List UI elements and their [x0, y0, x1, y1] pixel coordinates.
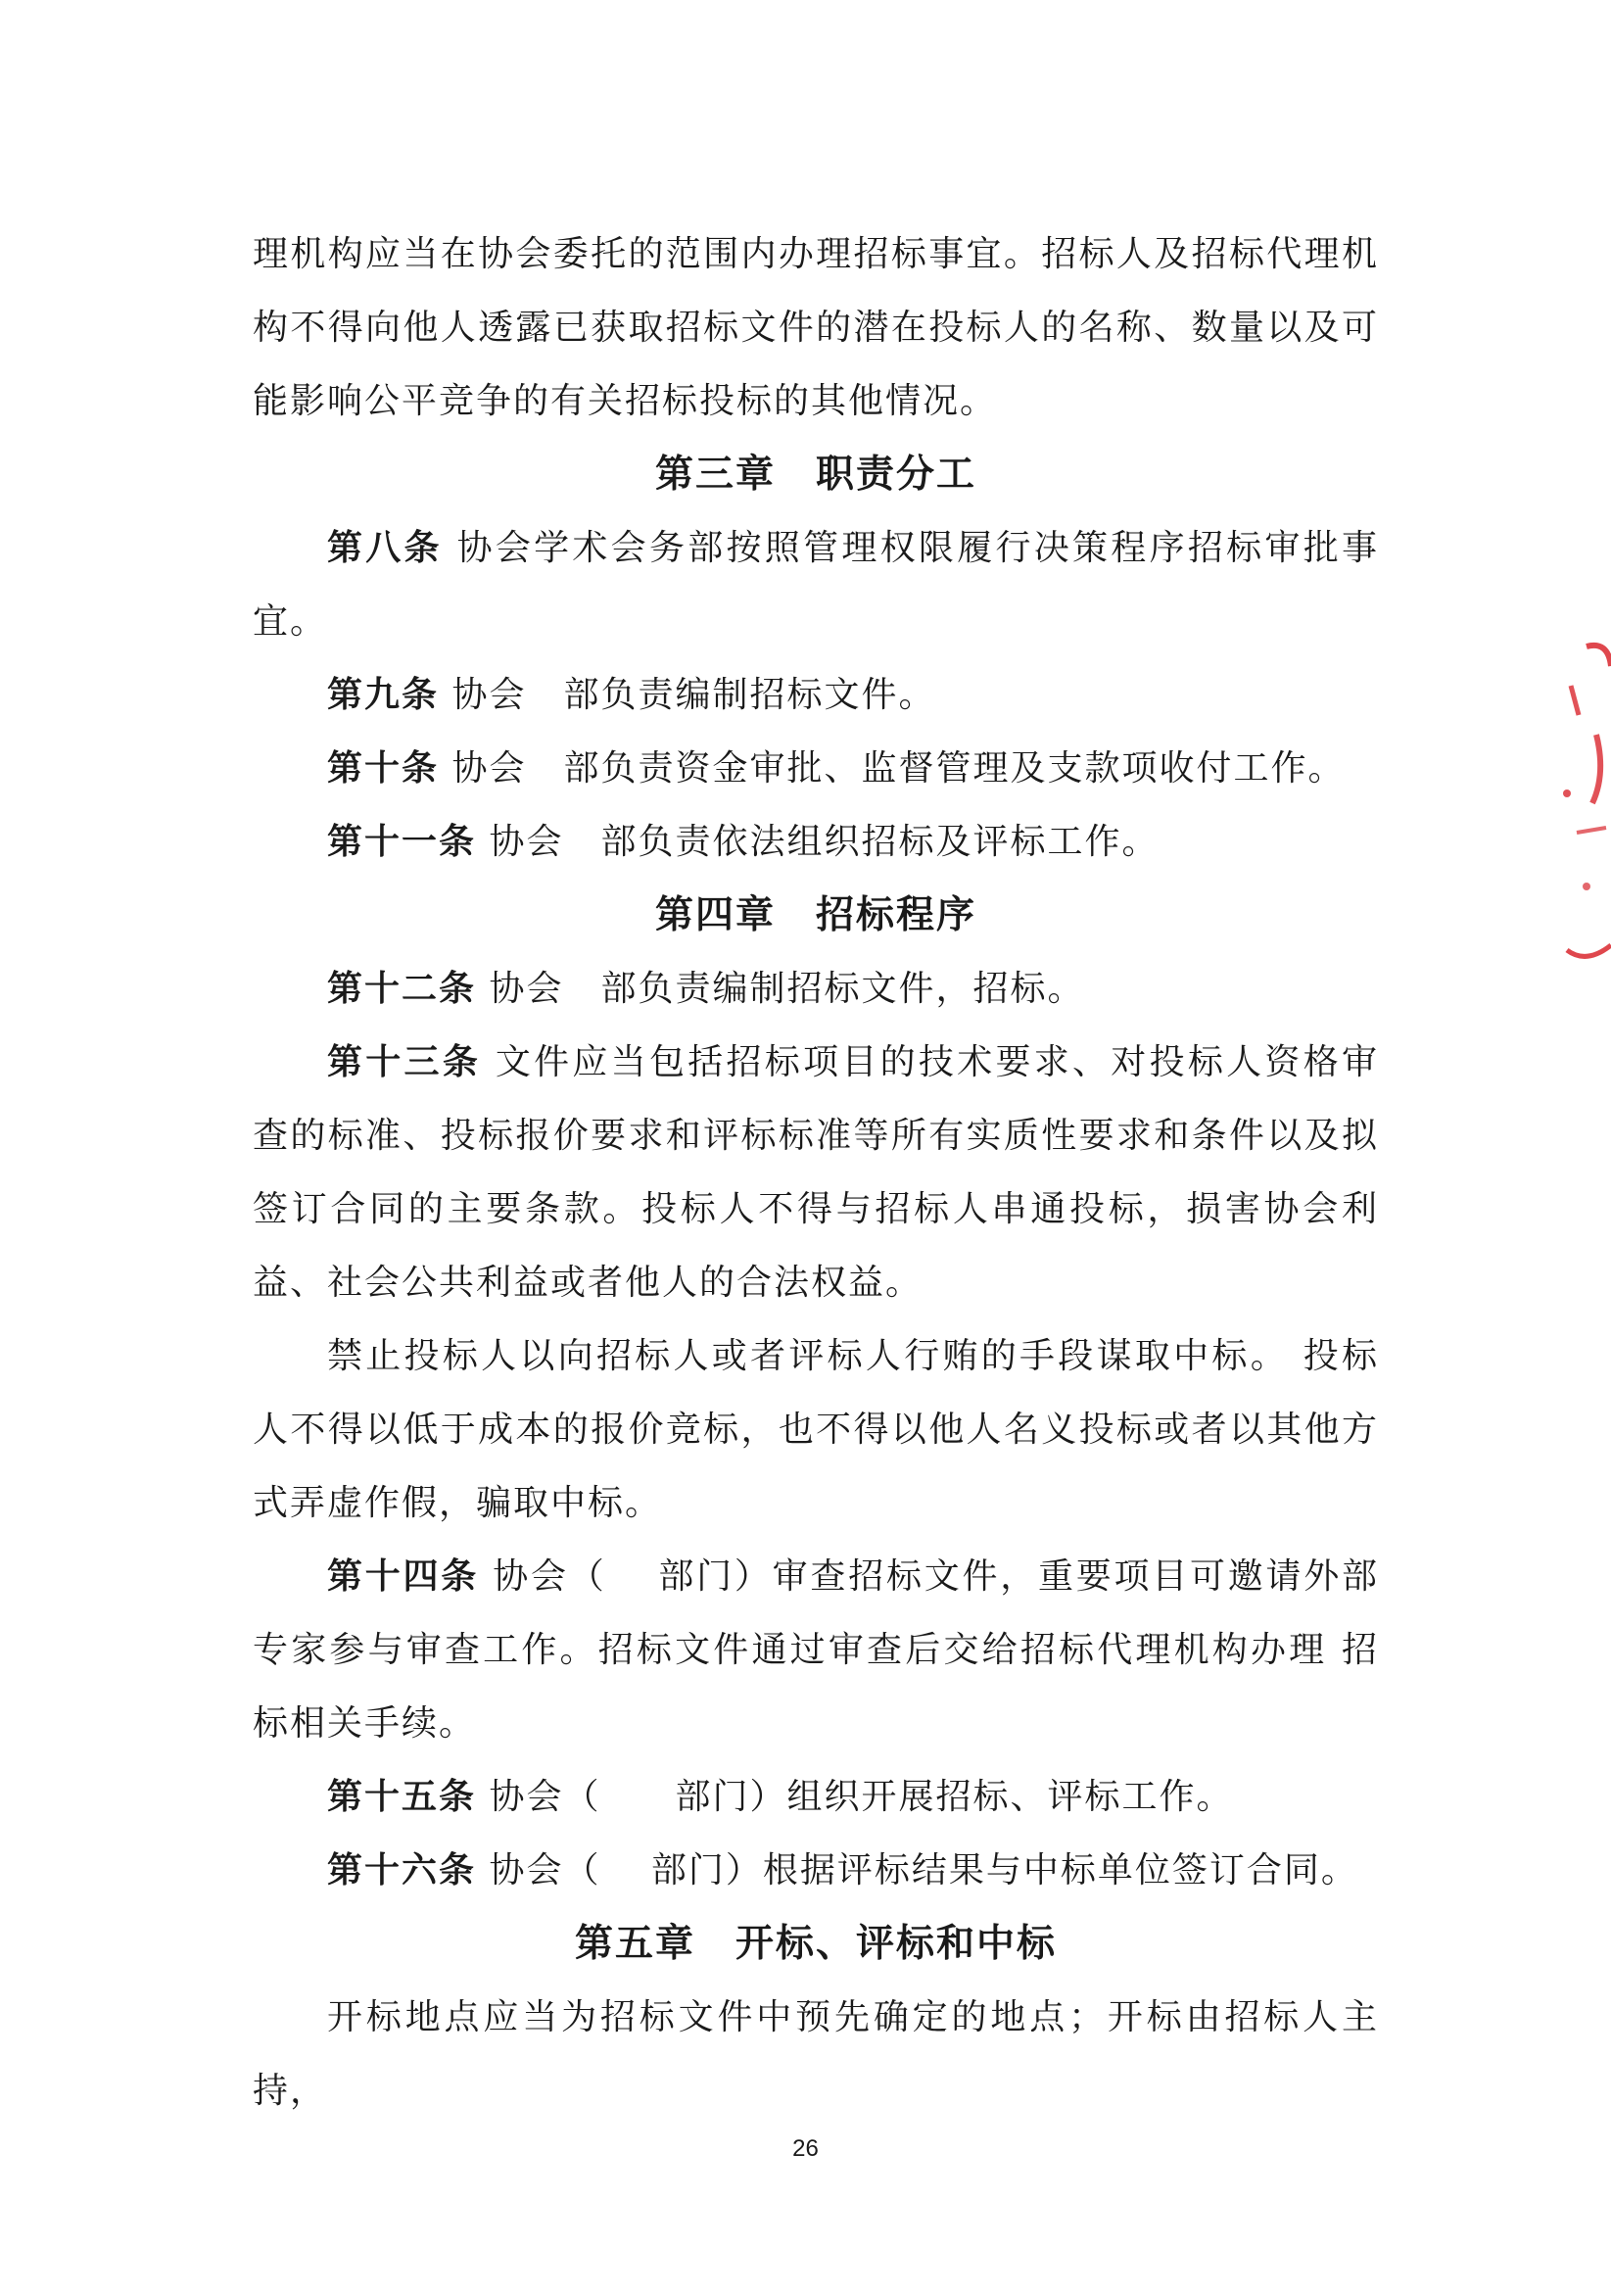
article-label: 第十条	[327, 748, 440, 789]
article-label: 第十三条	[327, 1042, 482, 1082]
article-text: 协会 部负责依法组织招标及评标工作。	[476, 822, 1160, 862]
article-label: 第十四条	[327, 1556, 480, 1597]
article-label: 第八条	[327, 528, 443, 568]
paragraph-bid-opening: 开标地点应当为招标文件中预先确定的地点；开标由招标人主持，	[253, 1997, 1379, 2111]
red-seal-fragment-icon	[1557, 627, 1611, 1003]
article-text: 协会 部负责资金审批、监督管理及支款项收付工作。	[439, 748, 1346, 789]
article-16	[253, 1834, 1379, 1907]
article-text: 协会学术会务部按照管理权限履行决策程序招标审批事宜。	[253, 528, 1379, 642]
article-label: 第十一条	[327, 822, 477, 862]
article-text: 协会（ 部门）根据评标结果与中标单位签订合同。	[476, 1850, 1358, 1890]
article-text: 协会 部负责编制招标文件。	[439, 675, 936, 715]
article-13	[253, 1026, 1379, 1319]
article-11	[253, 805, 1379, 879]
article-text: 协会 部负责编制招标文件，招标。	[476, 969, 1085, 1009]
article-label: 第十五条	[327, 1777, 477, 1817]
article-label: 第十二条	[327, 969, 477, 1009]
article-10	[253, 732, 1379, 805]
article-8	[253, 511, 1379, 658]
article-label: 第十六条	[327, 1850, 477, 1890]
paragraph-continued: 理机构应当在协会委托的范围内办理招标事宜。招标人及招标代理机构不得向他人透露已获取招标文件的潜在投标人的名称、数量以及可能影响公平竞争的有关招标投标的其他情况。	[253, 234, 1379, 421]
article-14	[253, 1540, 1379, 1760]
article-text: 文件应当包括招标项目的技术要求、对投标人资格审查的标准、投标报价要求和评标标准等所有实质性要求和条件以及拟签订合同的主要条款。投标人不得与招标人串通投标，损害协会利益、社会公共利益或者他人的合法权益。	[253, 1042, 1379, 1303]
chapter-heading-3: 第三章 职责分工	[654, 453, 976, 497]
article-label: 第九条	[327, 675, 440, 715]
article-15	[253, 1760, 1379, 1834]
paragraph-bribery: 禁止投标人以向招标人或者评标人行贿的手段谋取中标。 投标人不得以低于成本的报价竞标，也不得以他人名义投标或者以其他方式弄虚作假，骗取中标。	[253, 1336, 1379, 1523]
article-text: 协会（ 部门）审查招标文件，重要项目可邀请外部专家参与审查工作。招标文件通过审查后交给招标代理机构办理 招标相关手续。	[253, 1556, 1379, 1744]
document-body	[253, 217, 1379, 2128]
chapter-heading-4: 第四章 招标程序	[654, 893, 976, 937]
article-text: 协会（ 部门）组织开展招标、评标工作。	[476, 1777, 1234, 1817]
page-number: 26	[792, 2135, 819, 2162]
article-12	[253, 952, 1379, 1026]
chapter-heading-5: 第五章 开标、评标和中标	[574, 1922, 1057, 1966]
article-9	[253, 658, 1379, 732]
